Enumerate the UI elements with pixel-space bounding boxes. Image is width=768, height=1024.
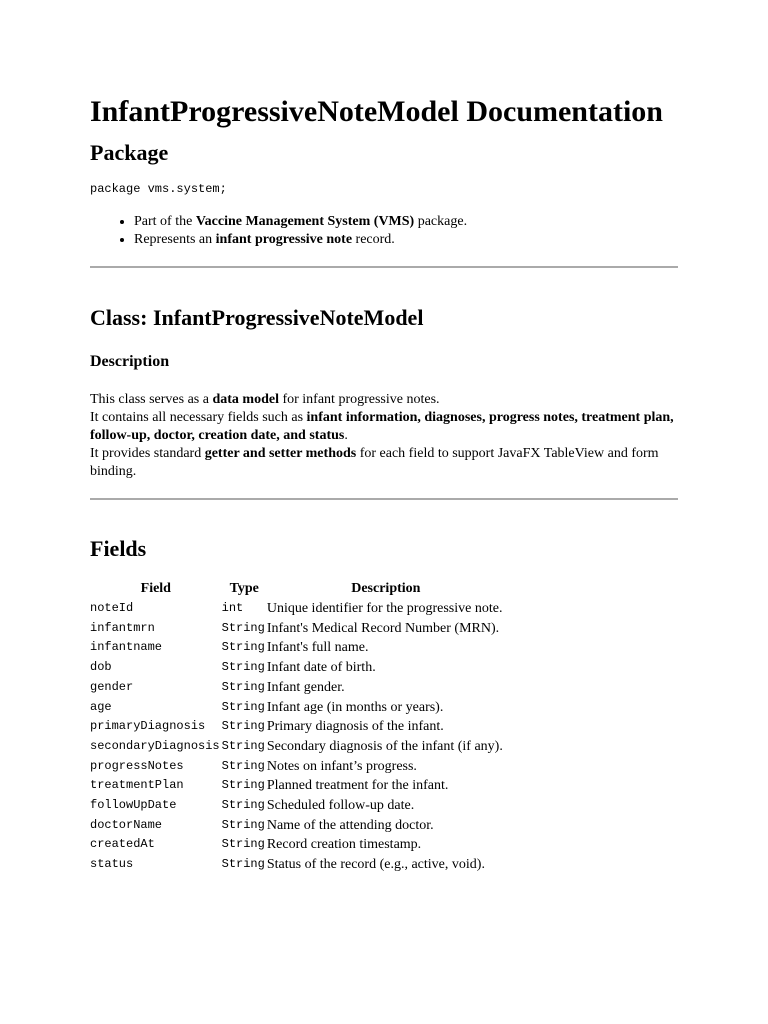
document-title: InfantProgressiveNoteModel Documentation [90, 95, 663, 128]
field-name-cell: followUpDate [90, 798, 177, 813]
package-bullets [90, 213, 678, 249]
field-description-cell: Infant's full name. [266, 640, 369, 656]
field-description-cell: Record creation timestamp. [266, 837, 422, 853]
field-name-cell: progressNotes [90, 758, 184, 773]
field-type-cell: String [221, 660, 265, 675]
package-code: package vms.system; [90, 182, 227, 196]
field-type-cell: String [221, 640, 265, 655]
divider [90, 266, 678, 268]
field-description-cell: Infant gender. [266, 679, 345, 695]
column-header-description: Description [351, 581, 421, 596]
field-description-cell: Planned treatment for the infant. [266, 778, 449, 794]
field-name-cell: infantname [90, 640, 163, 655]
fields-table-body [90, 599, 505, 875]
field-type-cell: String [221, 719, 265, 734]
field-type-cell: String [221, 620, 265, 635]
field-name-cell: doctorName [90, 817, 163, 832]
field-description-cell: Primary diagnosis of the infant. [266, 719, 444, 735]
bullet-item: • Represents an infant progressive note record. [134, 231, 678, 249]
table-row [90, 717, 505, 737]
table-row [90, 855, 505, 875]
field-description-cell: Notes on infant’s progress. [266, 758, 417, 774]
field-name-cell: dob [90, 660, 112, 675]
table-row [90, 638, 505, 658]
description-heading: Description [90, 353, 170, 370]
field-description-cell: Secondary diagnosis of the infant (if any). [266, 738, 503, 754]
field-type-cell: String [221, 837, 265, 852]
field-description-cell: Name of the attending doctor. [266, 817, 434, 833]
field-name-cell: infantmrn [90, 620, 155, 635]
field-name-cell: gender [90, 679, 134, 694]
field-name-cell: secondaryDiagnosis [90, 738, 220, 753]
field-description-cell: Infant age (in months or years). [266, 699, 444, 715]
field-name-cell: createdAt [90, 837, 155, 852]
field-type-cell: String [221, 857, 265, 872]
table-row [90, 796, 505, 816]
package-heading: Package [90, 140, 169, 165]
field-description-cell: Scheduled follow-up date. [266, 798, 415, 814]
table-row [90, 737, 505, 757]
field-name-cell: age [90, 699, 112, 714]
description-paragraph: This class serves as a data model for infant progressive notes. It contains all necessary fields such as infant information, diagnoses, progress notes, treatment plan, follow-up, doctor, creation date, and status. It provides standard getter and setter methods for each field to support JavaFX TableView and form binding. [90, 392, 674, 479]
table-row [90, 658, 505, 678]
field-type-cell: String [221, 778, 265, 793]
field-description-cell: Status of the record (e.g., active, void). [266, 857, 485, 873]
class-heading: Class: InfantProgressiveNoteModel [90, 305, 424, 330]
bullet-item: • Part of the Vaccine Management System (VMS) package. [134, 213, 678, 231]
table-row [90, 776, 505, 796]
column-header-field: Field [140, 581, 171, 596]
fields-heading: Fields [90, 536, 147, 561]
field-name-cell: status [90, 857, 134, 872]
table-header-row [90, 579, 505, 599]
field-name-cell: noteId [90, 601, 134, 615]
field-type-cell: String [221, 699, 265, 714]
field-name-cell: primaryDiagnosis [90, 719, 206, 734]
field-description-cell: Unique identifier for the progressive note. [266, 601, 503, 616]
table-row [90, 816, 505, 836]
table-row [90, 619, 505, 639]
field-type-cell: String [221, 798, 265, 813]
divider [90, 498, 678, 500]
field-type-cell: String [221, 679, 265, 694]
table-row [90, 757, 505, 777]
table-row [90, 698, 505, 718]
table-row [90, 835, 505, 855]
column-header-type: Type [229, 581, 259, 596]
fields-table [90, 579, 505, 875]
field-type-cell: int [221, 601, 244, 615]
table-row [90, 599, 505, 619]
field-description-cell: Infant date of birth. [266, 660, 376, 676]
field-name-cell: treatmentPlan [90, 778, 184, 793]
field-type-cell: String [221, 738, 265, 753]
table-row [90, 678, 505, 698]
field-type-cell: String [221, 817, 265, 832]
field-type-cell: String [221, 758, 265, 773]
field-description-cell: Infant's Medical Record Number (MRN). [266, 620, 500, 636]
